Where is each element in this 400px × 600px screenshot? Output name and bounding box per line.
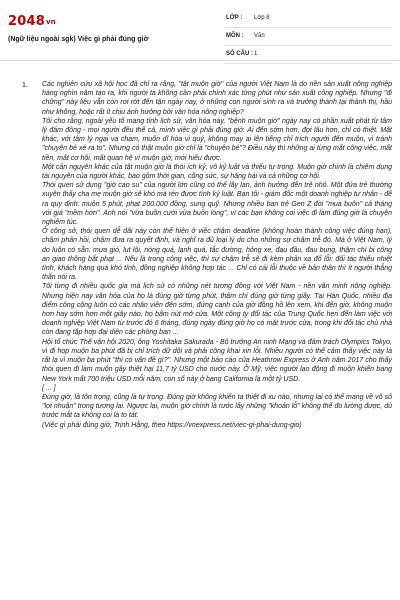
meta-value: 1 — [254, 51, 258, 57]
paragraph: Đúng giờ, là tôn trọng, cũng là tự trọng. Đúng giờ không khiến ta thiệt đi xu nào, nhưng lại có thể mang về vô số "lợi nhuận" trong tương lai. Ngược lại, muộn giờ chính là rước lấy những "khoản lỗ" không thể đo lường được, dù trước mắt ta không coi là to tát. — [42, 393, 392, 420]
meta-row-class — [224, 10, 392, 28]
site-logo[interactable] — [8, 14, 56, 29]
paragraph: Thói quen sử dụng "giờ cao su" của người lớn cũng có thể lây lan, ảnh hưởng đến trẻ nhỏ. Một đứa trẻ thường xuyên thấy cha mẹ muộn giờ sẽ khó mà rèn được tính kỷ luật. Bạn tôi - giám đốc một doanh nghiệp tư nhân - để ra quy định: muộn 5 phút, phạt 200.000 đồng, sung quỹ. Nhưng nhiều bạn trẻ Gen Z đòi "mua buôn" cả tháng với giá "mềm hơn". Anh nói "vừa buồn cười vừa buồn lòng", vì các bạn không coi việc đi làm đúng giờ là chuyện nghiêm túc. — [42, 182, 392, 227]
meta-value: Lớp 8 — [254, 15, 270, 21]
document-title: (Ngữ liệu ngoài sgk) Việc gì phải đúng giờ — [8, 36, 149, 43]
meta-table — [224, 10, 392, 64]
question-text — [42, 80, 392, 430]
meta-label: SỐ CÂU : — [226, 51, 253, 57]
meta-label: LỚP : — [226, 15, 243, 21]
source-citation: (Việc gì phải đúng giờ, Trịnh Hằng, theo https://vnexpress.net/viec-gi-phai-dung-gio) — [42, 421, 302, 429]
meta-row-question-count — [224, 46, 392, 64]
paragraph: Ở công sở, thói quen dễ dãi này còn thể hiện ở việc chậm deadline (không hoàn thành công việc đúng hạn), chậm phản hồi, chậm đưa ra quyết định, và nghĩ ra đủ loại lý do cho những sự chậm trễ đó. Mà ở Việt Nam, lý do luôn có sẵn: mưa gió, lụt lội, nóng quá, lạnh quá, tắc đường, hỏng xe, đau đầu, đau bụng, thậm chí bị công an giao thông bắt phạt ... Nếu là trong công việc, thì sự chậm trễ sẽ đi kèm phản xạ đổ lỗi: đối tác thiếu nhiệt tình, khách hàng quá khó tính, đồng nghiệp không hợp tác ... Chỉ có cái lỗi thuộc về bản thân thì ít người thẳng thắn nói ra. — [42, 228, 392, 282]
header — [0, 0, 400, 61]
meta-row-subject — [224, 28, 392, 46]
paragraph: Tôi cho rằng, ngoài yếu tố mang tính lịch sử, văn hóa này, "bệnh muộn giờ" ngày nay có phần xuất phát từ tâm lý đám đông - mọi người đều thế cả, mình việc gì phải đúng giờ. Ai đến sớm hơn, đợi lâu hơn, chỉ có thiệt. Mặt khác, với tâm lý ngại va chạm, muốn dĩ hòa vi quý, không may ai lên tiếng chỉ trích người đến muộn, vì tránh "chuyện bé xé ra to". Nhưng có thật muộn giờ chỉ là "chuyện bé"? Điều này thì những ai từng mất công việc, mất tiền, mất cơ hội, mất quan hệ vì muộn giờ, mới hiểu được. — [42, 117, 392, 162]
paragraph: Hội tổ chức Thế vận hội 2020, ông Yoshitaka Sakurada - Bộ trưởng An ninh Mạng và đảm trách Olympics Tokyo, vì đi họp muộn ba phút đã bị chỉ trích dữ dội và phải công khai xin lỗi. Nhiều người có thể cảm thấy việc này là rất lạ vì muộn ba phút "thì có vấn đề gì?". Nhưng một báo cáo của Heathrow Express ở Anh năm 2017 cho thấy thói quen đi làm muộn gây thiệt hại 11,7 tỷ USD cho nước này. Ở Mỹ, việc người lao động đi muộn khiến bang New York mất 700 triệu USD mỗi năm, con số này ở bang California là một tỷ USD. — [42, 338, 392, 383]
ellipsis: [ ... ] — [42, 384, 56, 392]
brand-suffix: vn — [45, 18, 56, 26]
paragraph: Các nghiên cứu xã hội học đã chỉ ra rằng, "tật muộn giờ" của người Việt Nam là do nền sản xuất nông nghiệp hàng nghìn năm tạo ra, khi người ta không cần phải chính xác từng phút như sản xuất công nghiệp. Nhưng "đi chững" này liệu vẫn còn rơi rớt đến tận ngày nay, ở những con người sinh ra và trưởng thành tại thành thị, hầu như không, hoặc rất ít chịu ảnh hưởng bởi văn hóa nông nghiệp? — [42, 81, 392, 116]
paragraph: Một cản nguyên khác của tật muộn giờ là thói ích kỷ, vô kỷ luật và thiếu tự trọng. Muộn giờ chính là chiếm dụng tài nguyên của người khác, bao gồm thời gian, công sức, sự hăng hái và cả những cơ hội. — [42, 163, 392, 181]
meta-label: MÔN : — [226, 33, 244, 39]
brand-name: 2048 — [8, 14, 45, 29]
paragraph: Tôi từng đi nhiều quốc gia mà lịch sử có những nét tương đồng với Việt Nam - nền văn minh nông nghiệp. Nhưng hiện nay văn hóa của họ là đúng giờ từng phút, thậm chí đúng giờ từng giây. Tại Hàn Quốc, nhiều địa điểm công cộng luôn có các nhân viên đến sớm, đứng canh của giờ đồng hồ lên xem, khi đến giờ, không muộn hơn hay sớm hơn một giây nào, họ bấm nút mở cửa. Một công ty đối tác của Trung Quốc hẹn đến làm việc với doanh nghiệp Việt Nam từ trước đó 6 tháng, đúng ngày đúng giờ họ có mặt trước cửa, trong khi đối tác chủ nhà còn đang tập hợp đại diện các phòng ban ... — [42, 283, 392, 337]
meta-value: Văn — [254, 33, 265, 39]
question-content — [8, 80, 392, 600]
question-number: 1. — [22, 82, 28, 89]
